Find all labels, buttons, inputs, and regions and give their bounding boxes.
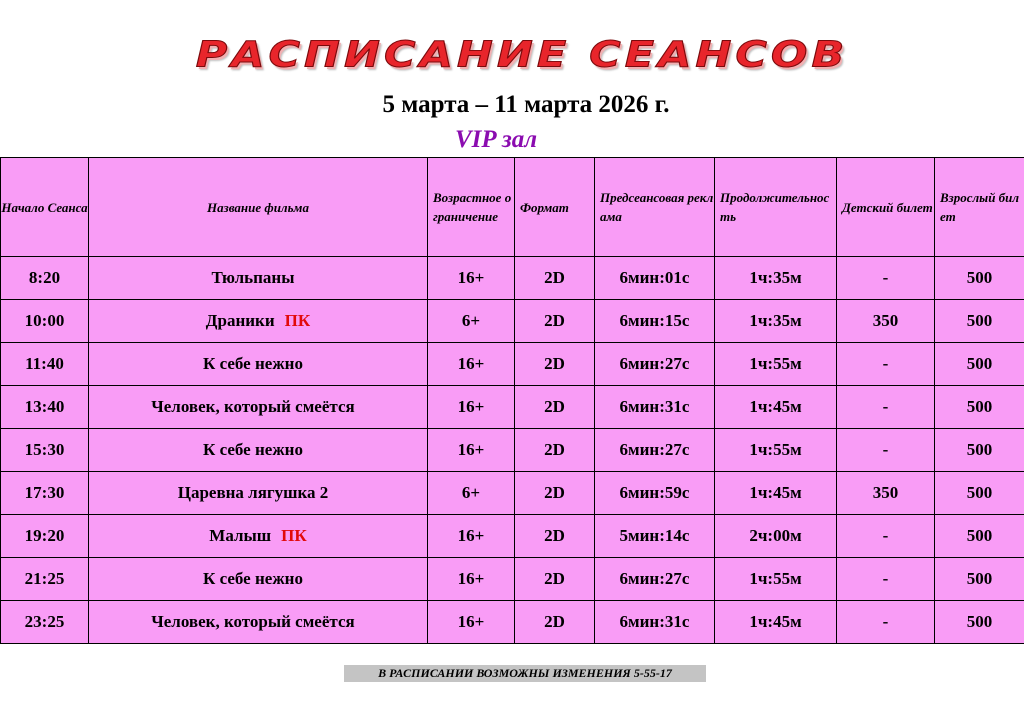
movie-title	[89, 558, 428, 601]
table-row	[1, 601, 1024, 644]
page-title: РАСПИСАНИЕ СЕАНСОВ	[195, 34, 849, 76]
table-row	[1, 343, 1024, 386]
hall-name: VIP зал	[455, 126, 538, 153]
movie-title	[89, 300, 428, 343]
format: 2D	[515, 429, 595, 472]
column-header-child-ticket: Детский билет	[837, 158, 935, 257]
start-time: 8:20	[1, 257, 89, 300]
duration: 1ч:45м	[715, 386, 837, 429]
adult-price: 500	[935, 257, 1024, 300]
format: 2D	[515, 300, 595, 343]
child-price: -	[837, 515, 935, 558]
format: 2D	[515, 515, 595, 558]
child-price: -	[837, 386, 935, 429]
movie-name: Драники	[205, 311, 275, 330]
column-header-age: Возрастное ограничение	[428, 158, 515, 257]
child-price: -	[837, 343, 935, 386]
schedule-change-note: В РАСПИСАНИИ ВОЗМОЖНЫ ИЗМЕНЕНИЯ 5-55-17	[344, 665, 706, 682]
age-rating: 6+	[428, 300, 515, 343]
movie-name: К себе нежно	[203, 354, 303, 373]
column-header-ads: Предсеансовая реклама	[595, 158, 715, 257]
child-price: -	[837, 429, 935, 472]
age-rating: 16+	[428, 558, 515, 601]
movie-name: К себе нежно	[203, 569, 303, 588]
movie-name: Царевна лягушка 2	[177, 483, 329, 502]
movie-title	[89, 386, 428, 429]
schedule-table	[0, 157, 1024, 644]
table-row	[1, 558, 1024, 601]
adult-price: 500	[935, 429, 1024, 472]
movie-title	[89, 515, 428, 558]
movie-title	[89, 472, 428, 515]
adult-price: 500	[935, 300, 1024, 343]
child-price: 350	[837, 300, 935, 343]
movie-title	[89, 601, 428, 644]
movie-title	[89, 429, 428, 472]
format: 2D	[515, 386, 595, 429]
format: 2D	[515, 257, 595, 300]
ad-duration: 6мин:31с	[595, 386, 715, 429]
start-time: 15:30	[1, 429, 89, 472]
movie-title	[89, 257, 428, 300]
start-time: 13:40	[1, 386, 89, 429]
column-header-start: Начало Сеанса	[1, 158, 89, 257]
age-rating: 16+	[428, 429, 515, 472]
adult-price: 500	[935, 601, 1024, 644]
column-header-format: Формат	[515, 158, 595, 257]
duration: 1ч:55м	[715, 429, 837, 472]
pk-tag: ПК	[281, 526, 307, 545]
format: 2D	[515, 472, 595, 515]
table-row	[1, 300, 1024, 343]
adult-price: 500	[935, 515, 1024, 558]
adult-price: 500	[935, 558, 1024, 601]
duration: 1ч:35м	[715, 257, 837, 300]
ad-duration: 6мин:27с	[595, 429, 715, 472]
movie-name: К себе нежно	[203, 440, 303, 459]
age-rating: 16+	[428, 515, 515, 558]
ad-duration: 6мин:15с	[595, 300, 715, 343]
start-time: 21:25	[1, 558, 89, 601]
child-price: 350	[837, 472, 935, 515]
movie-name: Малыш	[209, 526, 272, 545]
movie-name: Тюльпаны	[211, 268, 295, 287]
start-time: 11:40	[1, 343, 89, 386]
start-time: 10:00	[1, 300, 89, 343]
ad-duration: 6мин:59с	[595, 472, 715, 515]
start-time: 23:25	[1, 601, 89, 644]
ad-duration: 5мин:14с	[595, 515, 715, 558]
adult-price: 500	[935, 343, 1024, 386]
column-header-duration: Продолжительность	[715, 158, 837, 257]
table-row	[1, 429, 1024, 472]
child-price: -	[837, 601, 935, 644]
header-row	[1, 158, 1024, 257]
duration: 1ч:35м	[715, 300, 837, 343]
age-rating: 6+	[428, 472, 515, 515]
age-rating: 16+	[428, 386, 515, 429]
ad-duration: 6мин:27с	[595, 558, 715, 601]
adult-price: 500	[935, 386, 1024, 429]
movie-title	[89, 343, 428, 386]
duration: 1ч:45м	[715, 601, 837, 644]
duration: 1ч:55м	[715, 558, 837, 601]
ad-duration: 6мин:31с	[595, 601, 715, 644]
start-time: 17:30	[1, 472, 89, 515]
movie-name: Человек, который смеётся	[151, 612, 355, 631]
table-row	[1, 515, 1024, 558]
ad-duration: 6мин:27с	[595, 343, 715, 386]
column-header-title: Название фильма	[89, 158, 428, 257]
age-rating: 16+	[428, 343, 515, 386]
duration: 2ч:00м	[715, 515, 837, 558]
ad-duration: 6мин:01с	[595, 257, 715, 300]
format: 2D	[515, 601, 595, 644]
table-row	[1, 386, 1024, 429]
adult-price: 500	[935, 472, 1024, 515]
child-price: -	[837, 558, 935, 601]
table-row	[1, 472, 1024, 515]
age-rating: 16+	[428, 257, 515, 300]
format: 2D	[515, 558, 595, 601]
format: 2D	[515, 343, 595, 386]
movie-name: Человек, который смеётся	[151, 397, 355, 416]
table-row	[1, 257, 1024, 300]
start-time: 19:20	[1, 515, 89, 558]
duration: 1ч:45м	[715, 472, 837, 515]
duration: 1ч:55м	[715, 343, 837, 386]
child-price: -	[837, 257, 935, 300]
column-header-adult-ticket: Взрослый билет	[935, 158, 1024, 257]
age-rating: 16+	[428, 601, 515, 644]
date-range: 5 марта – 11 марта 2026 г.	[382, 91, 670, 118]
pk-tag: ПК	[284, 311, 311, 330]
